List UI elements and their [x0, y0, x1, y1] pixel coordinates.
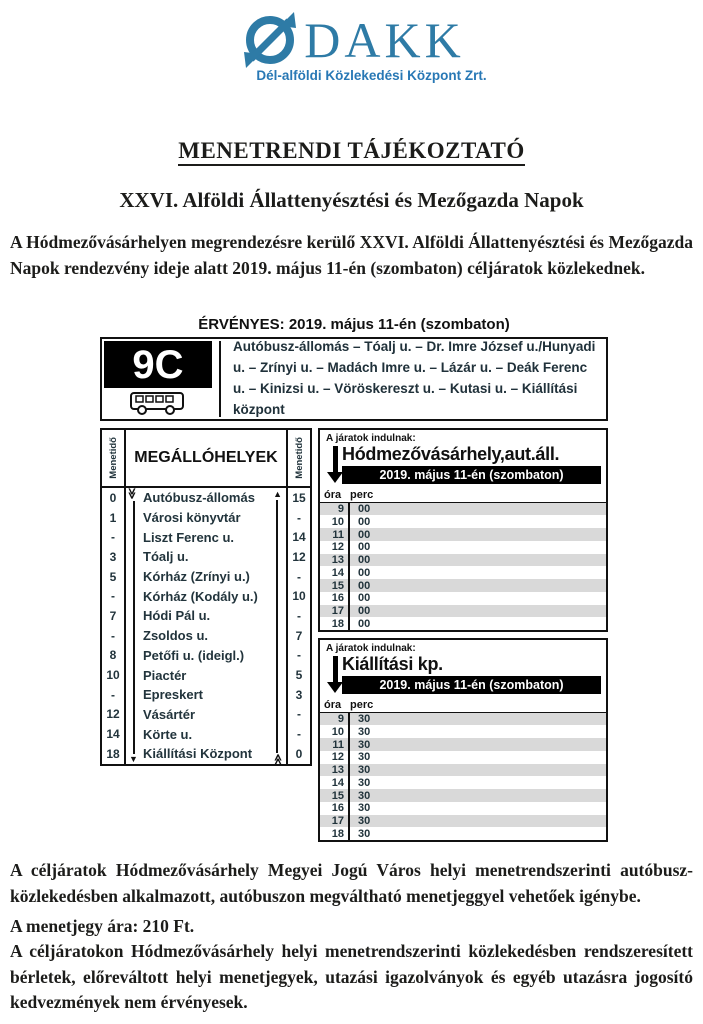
route-number-box: [104, 341, 212, 417]
stop-time-return: -: [286, 606, 310, 626]
route-direction-down-line: [133, 501, 135, 754]
departure-minute: 00: [358, 541, 371, 554]
stop-time-outbound: 3: [102, 547, 126, 567]
departure-minute: 00: [358, 515, 371, 528]
stop-time-outbound: 5: [102, 567, 126, 587]
departure-row: [320, 764, 606, 777]
stop-time-return: -: [286, 724, 310, 744]
departure-row: [320, 789, 606, 802]
departure-minute: 00: [358, 528, 371, 541]
stop-time-return: -: [286, 508, 310, 528]
validity-line: ÉRVÉNYES: 2019. május 11-én (szombaton): [198, 316, 510, 333]
departure-hour: 10: [320, 515, 350, 528]
travel-time-header-return: Menetidő: [286, 430, 310, 486]
stop-name: Piactér: [143, 667, 187, 683]
route-number: 9C: [104, 341, 212, 388]
stop-time-return: 5: [286, 665, 310, 685]
departure-minute: 30: [358, 764, 371, 777]
departure-row: [320, 751, 606, 764]
departure-row: [320, 592, 606, 605]
departure-row: [320, 713, 606, 726]
departure-minute: 30: [358, 725, 371, 738]
stop-time-outbound: -: [102, 626, 126, 646]
departure-date-bar: 2019. május 11-én (szombaton): [342, 676, 601, 694]
brand-name: DAKK: [304, 12, 465, 68]
departure-minute: 00: [358, 605, 371, 618]
stop-time-outbound: -: [102, 527, 126, 547]
departure-minute: 00: [358, 617, 371, 630]
main-title: MENETRENDI TÁJÉKOZTATÓ: [0, 138, 703, 164]
departure-hour: 9: [320, 503, 350, 516]
dakk-logo-icon: [238, 8, 302, 72]
departure-minute: 30: [358, 751, 371, 764]
stop-time-return: 3: [286, 685, 310, 705]
departure-hour: 13: [320, 764, 350, 777]
departure-row: [320, 554, 606, 567]
departure-hour: 17: [320, 605, 350, 618]
departure-hour: 15: [320, 579, 350, 592]
departure-minute: 00: [358, 579, 371, 592]
departure-row: [320, 579, 606, 592]
stops-table: [100, 428, 312, 766]
stops-table-body: [102, 488, 310, 764]
departure-minute: 30: [358, 713, 371, 726]
stop-name: Kórház (Zrínyi u.): [143, 569, 250, 585]
event-title: XXVI. Alföldi Állattenyésztési és Mezőgazda Napok: [119, 188, 584, 212]
stop-time-outbound: 14: [102, 724, 126, 744]
route-description: Autóbusz-állomás – Tóalj u. – Dr. Imre József u./Hunyadi u. – Zrínyi u. – Madách Imre u. – Lázár u. – Deák Ferenc u. – Kinizsi u. – Vöröskereszt u. – Kutasi u. – Kiállítási központ: [219, 341, 604, 417]
departure-hour: 18: [320, 617, 350, 630]
stop-time-outbound: 12: [102, 705, 126, 725]
departure-hour: 15: [320, 789, 350, 802]
stop-time-return: -: [286, 705, 310, 725]
stop-time-outbound: 8: [102, 646, 126, 666]
departure-header: [320, 640, 606, 698]
departure-hour: 13: [320, 554, 350, 567]
departure-table-kiállítási-kp: [318, 638, 608, 842]
brand-tagline: Dél-alföldi Közlekedési Központ Zrt.: [256, 68, 487, 83]
departure-minute: 00: [358, 503, 371, 516]
travel-time-header-outbound: Menetidő: [102, 430, 126, 486]
departure-hour: 14: [320, 776, 350, 789]
departure-row: [320, 725, 606, 738]
bus-icon-box: [104, 388, 212, 417]
route-direction-up-line: [276, 500, 278, 753]
logo-block: [0, 8, 703, 83]
departure-hour: 11: [320, 738, 350, 751]
stop-time-return: -: [286, 567, 310, 587]
departure-minute: 00: [358, 592, 371, 605]
stop-name: Epreskert: [143, 687, 203, 703]
departure-minute: 30: [358, 827, 371, 840]
stop-time-return: 7: [286, 626, 310, 646]
departure-date-bar: 2019. május 11-én (szombaton): [342, 466, 601, 484]
departure-columns-header: [320, 698, 606, 712]
stop-name: Kiállítási Központ: [143, 746, 253, 762]
stop-time-return: 14: [286, 527, 310, 547]
minute-column-header: perc: [350, 488, 374, 501]
route-direction-up-arrow-icon: ▲: [273, 489, 282, 499]
stop-time-outbound: 1: [102, 508, 126, 528]
intro-paragraph: A Hódmezővásárhelyen megrendezésre kerülő XXVI. Alföldi Állattenyésztési és Mezőgazda Napok rendezvény ideje alatt 2019. május 11-én (szombaton) céljáratok közlekednek.: [10, 232, 693, 278]
departure-row: [320, 802, 606, 815]
departure-header: [320, 430, 606, 488]
departure-hour: 10: [320, 725, 350, 738]
departure-down-arrow-icon: [327, 656, 343, 693]
departure-terminus: Kiállítási kp.: [342, 654, 443, 674]
departure-rows: [320, 712, 606, 841]
route-header: [100, 337, 608, 421]
route-direction-down-arrow-icon: ▼: [129, 753, 138, 764]
departure-row: [320, 815, 606, 828]
stops-header-title: MEGÁLLÓHELYEK: [134, 449, 278, 466]
stops-table-header: [102, 430, 310, 488]
hour-column-header: óra: [324, 698, 342, 711]
departure-row: [320, 738, 606, 751]
departure-row: [320, 541, 606, 554]
departure-terminus: Hódmezővásárhely,aut.áll.: [342, 444, 560, 464]
hour-column-header: óra: [324, 488, 342, 501]
departure-row: [320, 776, 606, 789]
stop-time-outbound: 0: [102, 488, 126, 508]
stop-time-outbound: -: [102, 685, 126, 705]
logo-row: [238, 8, 464, 72]
stop-name: Körte u.: [143, 726, 193, 742]
departure-table-autóbusz-állomás: [318, 428, 608, 632]
departure-row: [320, 617, 606, 630]
stop-name: Liszt Ferenc u.: [143, 529, 235, 545]
departure-row: [320, 503, 606, 516]
departure-hour: 12: [320, 541, 350, 554]
stop-name: Petőfi u. (ideigl.): [143, 647, 245, 663]
route-end-chevrons-icon: ≫: [272, 753, 285, 765]
stop-time-return: 12: [286, 547, 310, 567]
departure-label: A járatok indulnak:: [326, 433, 416, 444]
stop-time-outbound: 18: [102, 744, 126, 764]
departure-row: [320, 566, 606, 579]
departure-minute: 30: [358, 789, 371, 802]
stop-name: Városi könyvtár: [143, 510, 241, 526]
bus-icon: [128, 390, 188, 416]
departure-hour: 11: [320, 528, 350, 541]
departure-hour: 9: [320, 713, 350, 726]
stop-name: Autóbusz-állomás: [143, 490, 255, 506]
departure-label: A járatok indulnak:: [326, 643, 416, 654]
departure-row: [320, 515, 606, 528]
departure-hour: 14: [320, 566, 350, 579]
footer-validity-paragraph: A céljáratokon Hódmezővásárhely helyi menetrendszerinti közlekedésben rendszeresített bérletek, előreváltott helyi menetjegyek, utazási igazolványok és egyéb utazásra jogosító kedvezmények nem érvényesek.: [10, 941, 693, 1012]
footer-usage-paragraph: A céljáratok Hódmezővásárhely Megyei Jogú Város helyi menetrendszerinti autóbusz-közlekedésben alkalmazott, autóbuszon megváltható menetjeggyel vehetőek igénybe.: [10, 860, 693, 906]
stop-name: Kórház (Kodály u.): [143, 588, 258, 604]
departure-hour: 16: [320, 592, 350, 605]
departure-down-arrow-icon: [327, 446, 343, 483]
stop-name: Hódi Pál u.: [143, 608, 211, 624]
stop-time-return: -: [286, 646, 310, 666]
route-start-chevrons-icon: ≫: [125, 487, 138, 500]
stop-time-outbound: -: [102, 586, 126, 606]
stop-name: Zsoldos u.: [143, 628, 208, 644]
departure-minute: 30: [358, 802, 371, 815]
departure-hour: 12: [320, 751, 350, 764]
stop-name: Tóalj u.: [143, 549, 189, 565]
departure-minute: 00: [358, 554, 371, 567]
ticket-price-line: A menetjegy ára: 210 Ft.: [10, 916, 195, 936]
stop-time-outbound: 10: [102, 665, 126, 685]
stop-time-return: 15: [286, 488, 310, 508]
departure-minute: 00: [358, 566, 371, 579]
stop-time-return: 10: [286, 586, 310, 606]
departure-hour: 16: [320, 802, 350, 815]
stop-time-return: 0: [286, 744, 310, 764]
departure-row: [320, 528, 606, 541]
minute-column-header: perc: [350, 698, 374, 711]
departure-row: [320, 605, 606, 618]
route-header-divider: [212, 341, 219, 417]
departure-rows: [320, 502, 606, 631]
stop-name: Vásártér: [143, 706, 196, 722]
departure-row: [320, 827, 606, 840]
departure-minute: 30: [358, 738, 371, 751]
stop-time-outbound: 7: [102, 606, 126, 626]
departure-hour: 18: [320, 827, 350, 840]
departure-hour: 17: [320, 815, 350, 828]
departure-columns-header: [320, 488, 606, 502]
departure-minute: 30: [358, 815, 371, 828]
departure-minute: 30: [358, 776, 371, 789]
